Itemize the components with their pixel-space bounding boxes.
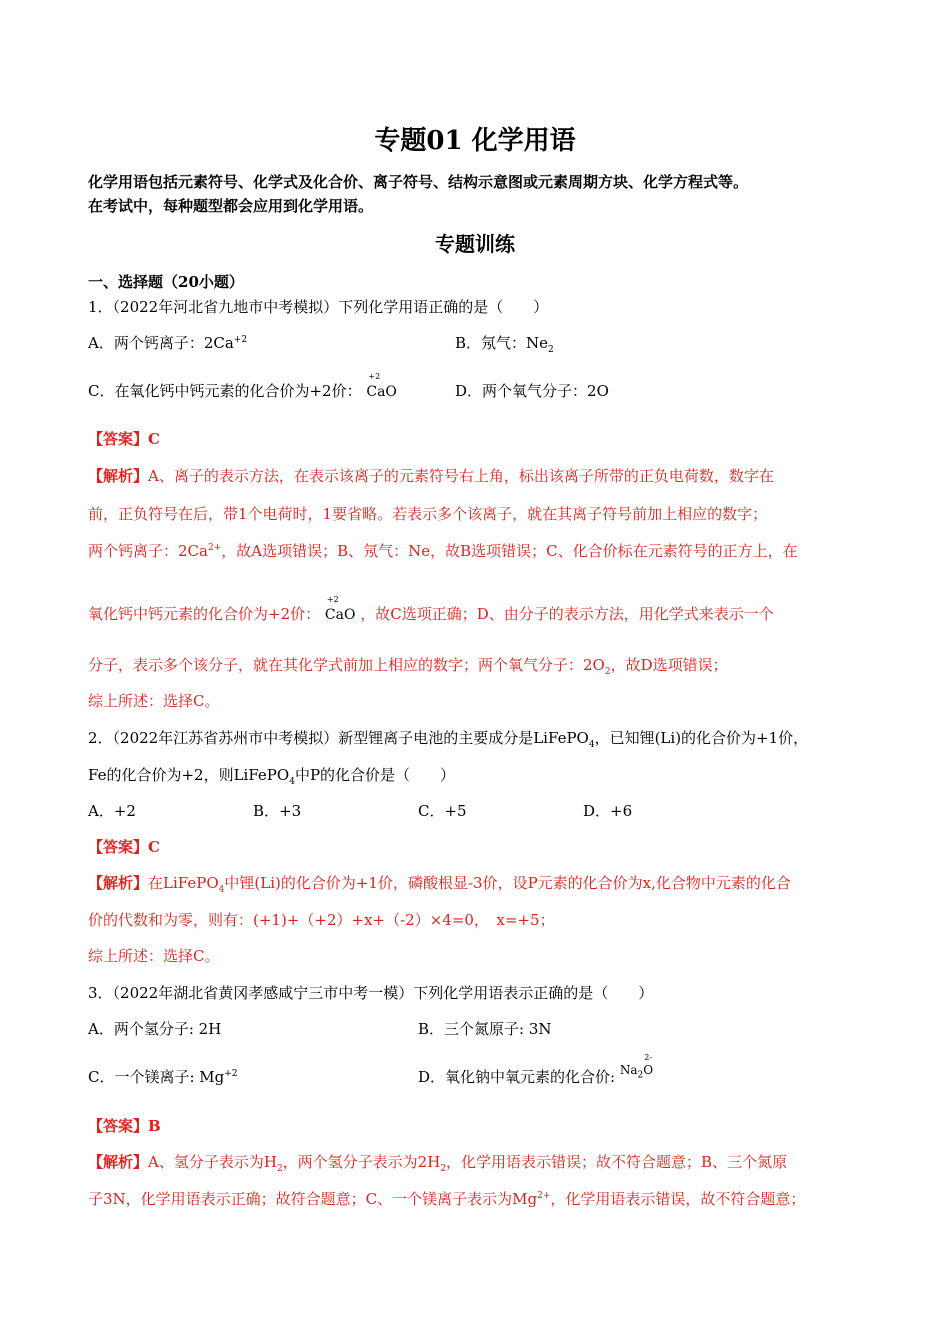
q3-exp2a: 子3N，化学用语表示正确；故符合题意；C、一个镁离子表示为Mg [88, 1190, 538, 1208]
q3-answer: 【答案】B [88, 1117, 161, 1135]
q3-option-d-o: O [643, 1063, 654, 1077]
q3-exp1c: ，化学用语表示错误；故不符合题意；B、三个氮原 [446, 1153, 788, 1171]
q3-exp1-sub1: 2 [276, 1164, 283, 1174]
q3-option-d-o-wrap [643, 1053, 654, 1077]
q1-explanation-tag: 【解析】 [88, 467, 149, 485]
q3-option-d-text: D．氧化钠中氧元素的化合价: [418, 1068, 616, 1086]
q3-exp1b: ，两个氢分子表示为2H [282, 1153, 441, 1171]
q1-exp4-formula [324, 595, 356, 623]
q2-exp1-sub: 4 [218, 885, 225, 895]
q1-exp3-sup: 2+ [207, 543, 222, 553]
q3-stem: 3．（2022年湖北省黄冈孝感咸宁三市中考一模）下列化学用语表示正确的是（ ） [88, 984, 654, 1002]
q2-answer: 【答案】C [88, 838, 160, 856]
q2-explanation-line-2: 价的代数和为零，则有：(+1)+（+2）+x+（-2）×4=0， x=+5； [88, 911, 555, 929]
q1-exp3a: 两个钙离子：2Ca [88, 542, 208, 560]
q3-explanation-line-2 [88, 1188, 805, 1209]
q3-option-d [418, 1053, 654, 1087]
q1-explanation-line-5 [88, 654, 728, 675]
q3-option-c-text: C．一个镁离子: Mg [88, 1068, 225, 1086]
q2-exp1a: 在LiFePO [148, 874, 219, 892]
q1-option-b-sub: 2 [548, 345, 554, 355]
q2-option-b: B．+3 [253, 802, 302, 820]
q2-stem1-sub: 4 [588, 740, 595, 750]
q2-stem1a: 2．（2022年江苏省苏州市中考模拟）新型锂离子电池的主要成分是LiFePO [88, 729, 589, 747]
q1-option-a-sup: +2 [233, 335, 248, 345]
q1-option-c-formula [366, 372, 397, 400]
q3-option-d-na: Na [619, 1063, 638, 1077]
q2-option-c: C．+5 [418, 802, 467, 820]
q3-option-a: A．两个氢分子: 2H [88, 1020, 222, 1038]
q3-explanation-tag: 【解析】 [88, 1153, 149, 1171]
q1-option-c-text: C．在氧化钙中钙元素的化合价为+2价： [88, 382, 362, 400]
q2-stem2-sub: 4 [289, 777, 295, 787]
q3-option-d-formula [619, 1053, 654, 1081]
q1-exp4b: ，故C选项正确；D、由分子的表示方法，用化学式来表示一个 [360, 605, 774, 623]
q1-option-a [88, 332, 247, 353]
q3-exp2-sup: 2+ [537, 1191, 551, 1201]
q1-exp5-sub: 2 [604, 667, 611, 677]
q1-stem: 1．（2022年河北省九地市中考模拟）下列化学用语正确的是（ ） [88, 298, 549, 316]
q3-option-c-sup: +2 [224, 1069, 238, 1079]
q2-option-d: D．+6 [583, 802, 633, 820]
intro-line-2: 在考试中，每种题型都会应用到化学用语。 [88, 197, 374, 215]
q2-stem1b: ，已知锂(Li)的化合价为+1价， [594, 729, 809, 747]
q1-exp4-formula-text: CaO [324, 607, 356, 623]
q1-explanation-line-6: 综上所述：选择C。 [88, 692, 220, 710]
q2-stem2a: Fe的化合价为+2，则LiFePO [88, 766, 290, 784]
q1-answer: 【答案】C [88, 430, 160, 448]
q3-exp1-sub2: 2 [440, 1164, 447, 1174]
section-subtitle: 专题训练 [435, 232, 515, 256]
q3-exp1a: A、氢分子表示为H [148, 1153, 277, 1171]
page-title: 专题01 化学用语 [374, 126, 576, 156]
q3-option-d-valence: 2- [644, 1053, 653, 1062]
q1-option-a-text: A．两个钙离子：2Ca [88, 334, 234, 352]
q1-option-c-formula-text: CaO [366, 384, 397, 400]
q2-stem-line-1 [88, 727, 808, 748]
q2-explanation-line-1 [88, 872, 791, 893]
q3-explanation-line-1 [88, 1151, 787, 1172]
q3-option-d-sub: 2 [637, 1070, 644, 1081]
q1-option-d: D．两个氧气分子：2O [455, 382, 609, 400]
q2-stem2b: 中P的化合价是（ ） [294, 766, 456, 784]
q2-explanation-tag: 【解析】 [88, 874, 149, 892]
section-heading: 一、选择题（20小题） [88, 273, 244, 291]
q2-option-a: A．+2 [88, 802, 136, 820]
q1-exp4a: 氧化钙中钙元素的化合价为+2价： [88, 605, 321, 623]
q3-option-b: B．三个氮原子: 3N [418, 1020, 552, 1038]
q1-exp1: A、离子的表示方法，在表示该离子的元素符号右上角，标出该离子所带的正负电荷数，数字在 [148, 467, 774, 485]
q1-explanation-line-4 [88, 595, 774, 624]
q1-option-b-text: B．氖气：Ne [455, 334, 549, 352]
q2-explanation-line-3: 综上所述：选择C。 [88, 947, 220, 965]
q1-explanation-line-3 [88, 540, 798, 561]
intro-line-1: 化学用语包括元素符号、化学式及化合价、离子符号、结构示意图或元素周期方块、化学方程式等。 [88, 173, 749, 191]
q1-option-b [455, 332, 554, 353]
q1-explanation-line-2: 前，正负符号在后，带1个电荷时，1要省略。若表示多个该离子，就在其离子符号前加上相应的数字； [88, 505, 768, 523]
q1-option-c-valence: +2 [368, 372, 381, 381]
q2-exp1b: 中锂(Li)的化合价为+1价，磷酸根显-3价，设P元素的化合价为x,化合物中元素的化合 [224, 874, 791, 892]
q1-exp3b: ，故A选项错误；B、氖气：Ne，故B选项错误；C、化合价标在元素符号的正方上，在 [221, 542, 798, 560]
q1-exp5b: ，故D选项错误； [610, 656, 728, 674]
q1-exp5a: 分子，表示多个该分子，就在其化学式前加上相应的数字；两个氧气分子：2O [88, 656, 605, 674]
q1-explanation-line-1 [88, 465, 774, 486]
q1-option-c [88, 372, 397, 401]
q3-exp2b: ，化学用语表示错误，故不符合题意； [550, 1190, 806, 1208]
q3-option-c [88, 1066, 238, 1087]
q2-stem-line-2 [88, 764, 455, 785]
q1-exp4-valence: +2 [326, 595, 339, 604]
